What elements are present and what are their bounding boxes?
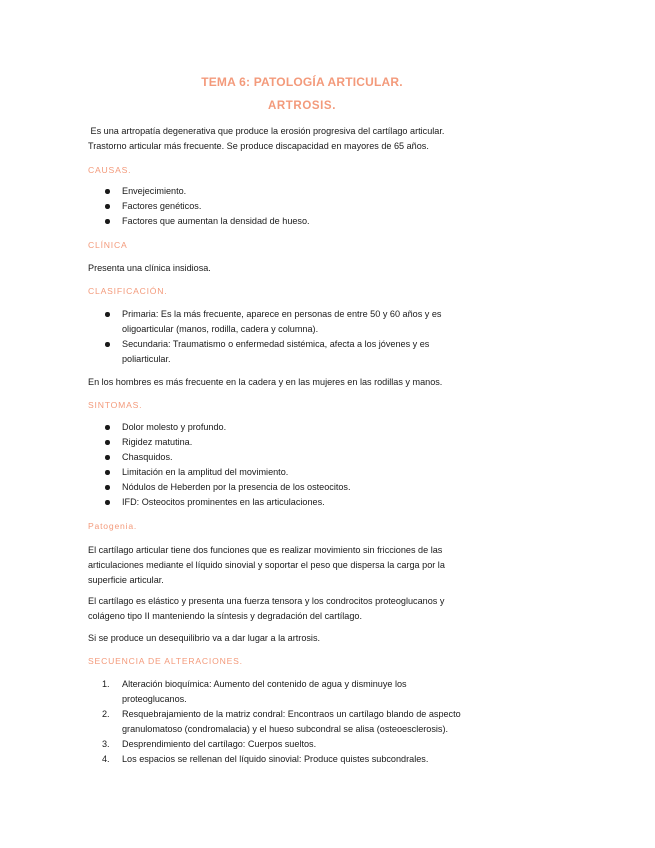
paragraph-line: superficie articular. (88, 575, 164, 585)
paragraph-line: colágeno tipo II manteniendo la síntesis y degradación del cartílago. (88, 611, 362, 621)
list-number: 4. (102, 754, 110, 764)
list-item (88, 307, 488, 337)
list-item-line: Primaria: Es la más frecuente, aparece en personas de entre 50 y 60 años y es (122, 309, 442, 319)
list-item-line: Resquebrajamiento de la matriz condral: Encontraos un cartílago blando de aspecto (122, 709, 461, 719)
list-item: Envejecimiento. (88, 184, 488, 199)
heading-clinica: CLÍNICA (88, 240, 128, 250)
document-title: TEMA 6: PATOLOGÍA ARTICULAR. (201, 75, 403, 89)
list-number: 3. (102, 739, 110, 749)
list-item-line: Los espacios se rellenan del líquido sinovial: Produce quistes subcondrales. (122, 754, 429, 764)
list-item (88, 752, 488, 767)
list-item (88, 707, 488, 737)
paragraph-line: El cartílago articular tiene dos funciones que es realizar movimiento sin fricciones de las (88, 545, 443, 555)
list-item: Rigidez matutina. (88, 435, 488, 450)
sintomas-list (88, 420, 488, 510)
list-item: IFD: Osteocitos prominentes en las articulaciones. (88, 495, 488, 510)
heading-clasificacion: CLASIFICACIÓN. (88, 286, 168, 296)
list-item-line: poliarticular. (122, 354, 171, 364)
list-item-line: Secundaria: Traumatismo o enfermedad sistémica, afecta a los jóvenes y es (122, 339, 430, 349)
heading-causas: CAUSAS. (88, 165, 132, 175)
list-item-line: Desprendimiento del cartílago: Cuerpos sueltos. (122, 739, 317, 749)
list-item: Factores que aumentan la densidad de hueso. (88, 214, 488, 229)
intro-line: Es una artropatía degenerativa que produce la erosión progresiva del cartílago articular. (88, 126, 445, 136)
causas-list (88, 184, 488, 229)
list-item-line: oligoarticular (manos, rodilla, cadera y columna). (122, 324, 319, 334)
list-item: Chasquidos. (88, 450, 488, 465)
list-number: 1. (102, 679, 110, 689)
list-item: Factores genéticos. (88, 199, 488, 214)
list-item: Limitación en la amplitud del movimiento. (88, 465, 488, 480)
list-item-line: proteoglucanos. (122, 694, 187, 704)
clinica-text: Presenta una clínica insidiosa. (88, 263, 211, 273)
intro-line: Trastorno articular más frecuente. Se produce discapacidad en mayores de 65 años. (88, 141, 429, 151)
intro-paragraph (88, 124, 488, 154)
list-item-line: Alteración bioquímica: Aumento del contenido de agua y disminuye los (122, 679, 407, 689)
heading-sintomas: SINTOMAS. (88, 400, 143, 410)
list-item (88, 737, 488, 752)
clasificacion-list (88, 307, 488, 367)
list-number: 2. (102, 709, 110, 719)
list-item: Dolor molesto y profundo. (88, 420, 488, 435)
list-item: Nódulos de Heberden por la presencia de los osteocitos. (88, 480, 488, 495)
paragraph-line: articulaciones mediante el líquido sinovial y soportar el peso que dispersa la carga por la (88, 560, 445, 570)
heading-secuencia: SECUENCIA DE ALTERACIONES. (88, 656, 243, 666)
list-item-line: granulomatoso (condromalacia) y el hueso subcondral se alisa (osteoesclerosis). (122, 724, 449, 734)
document-subtitle: ARTROSIS. (267, 100, 336, 112)
patogenia-paragraph-1 (88, 543, 488, 588)
secuencia-list (88, 677, 488, 767)
patogenia-paragraph-2 (88, 594, 488, 624)
patogenia-paragraph-3: Si se produce un desequilibrio va a dar lugar a la artrosis. (88, 633, 321, 643)
list-item (88, 337, 488, 367)
list-item (88, 677, 488, 707)
heading-patogenia: Patogenia. (88, 521, 138, 531)
paragraph-line: El cartílago es elástico y presenta una fuerza tensora y los condrocitos proteoglucanos y (88, 596, 445, 606)
clasificacion-note: En los hombres es más frecuente en la cadera y en las mujeres en las rodillas y manos. (88, 377, 443, 387)
